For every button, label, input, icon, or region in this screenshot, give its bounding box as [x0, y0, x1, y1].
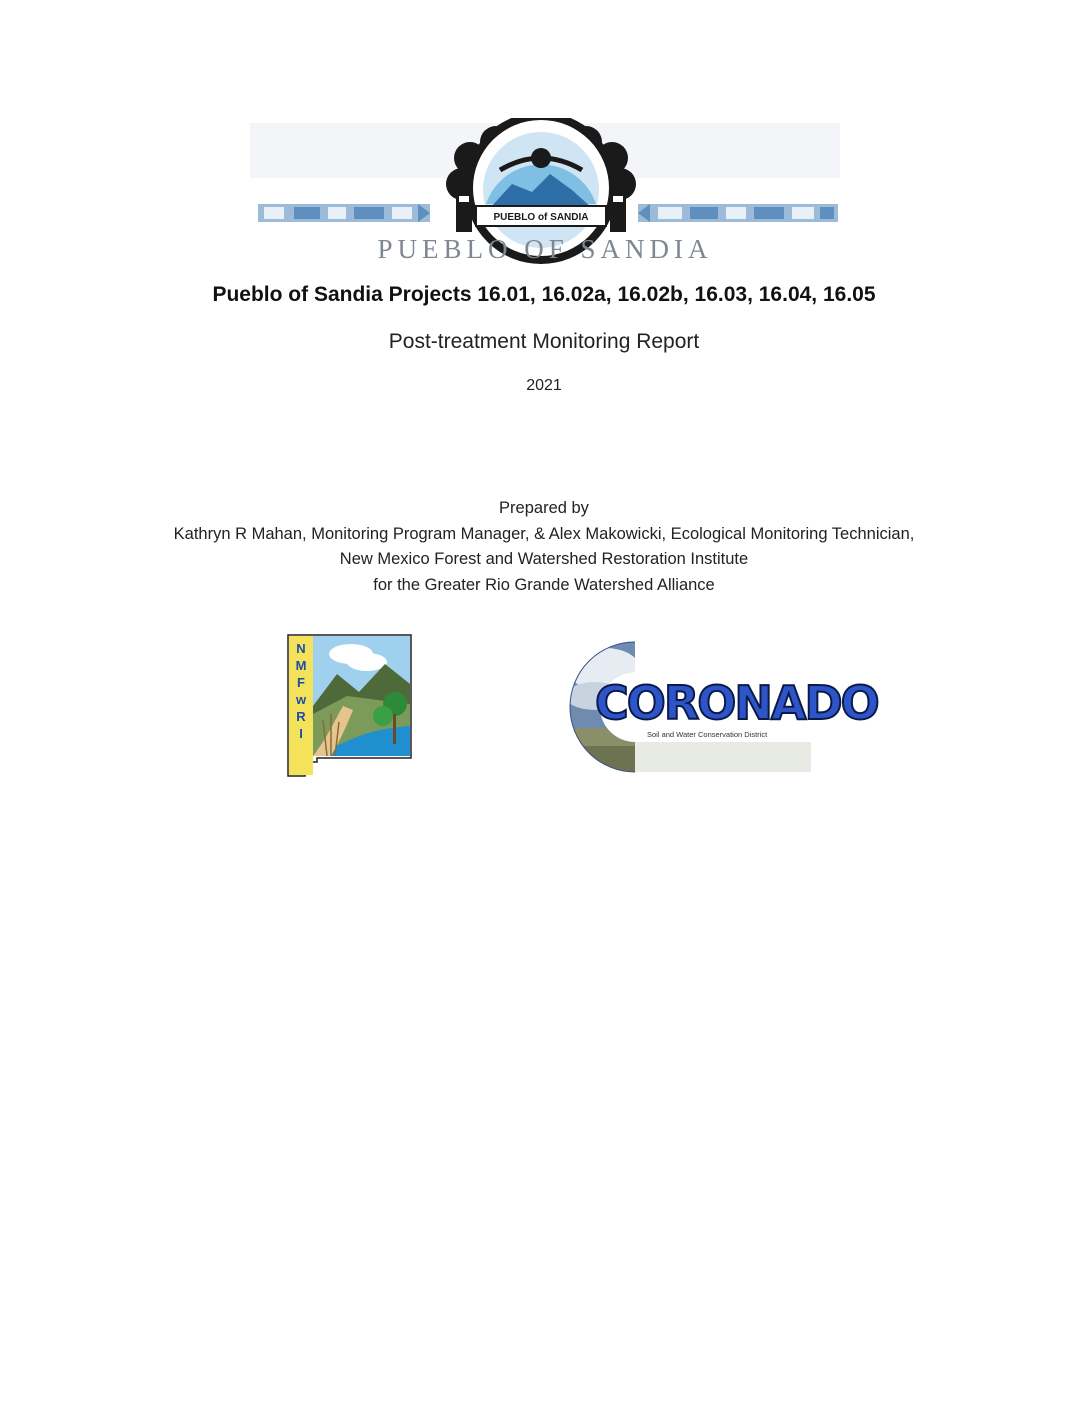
pueblo-of-sandia-logo — [250, 118, 840, 268]
prepared-by-alliance: for the Greater Rio Grande Watershed Alliance — [373, 575, 715, 594]
nmfwri-letters — [293, 640, 309, 742]
nmfwri-letter-i: I — [299, 726, 303, 741]
nmfwri-letter-r: R — [296, 709, 306, 724]
coronado-swcd-logo — [565, 636, 878, 778]
coronado-wordmark: CORONADO — [595, 676, 878, 730]
prepared-by-heading: Prepared by — [499, 499, 589, 517]
nmfwri-logo — [287, 634, 413, 778]
prepared-by-authors: Kathryn R Mahan, Monitoring Program Manager, & Alex Makowicki, Ecological Monitoring Technician, — [173, 524, 915, 543]
seal-name-text: PUEBLO of SANDIA — [493, 212, 589, 223]
report-year: 2021 — [526, 377, 562, 394]
report-title: Pueblo of Sandia Projects 16.01, 16.02a, 16.02b, 16.03, 16.04, 16.05 — [212, 283, 876, 306]
logo-wordmark: PUEBLO OF SANDIA — [377, 234, 713, 264]
nmfwri-letter-n: N — [296, 641, 306, 656]
nmfwri-letter-w: w — [295, 692, 307, 707]
report-subtitle: Post-treatment Monitoring Report — [388, 330, 700, 353]
left-ribbon-band — [258, 204, 430, 222]
right-ribbon-band — [638, 204, 838, 222]
prepared-by-block — [0, 496, 1088, 598]
nmfwri-letter-m: M — [295, 658, 307, 673]
prepared-by-institute: New Mexico Forest and Watershed Restoration Institute — [339, 550, 749, 568]
coronado-subtitle: Soil and Water Conservation District — [647, 730, 768, 739]
nmfwri-letter-f: F — [297, 675, 305, 690]
